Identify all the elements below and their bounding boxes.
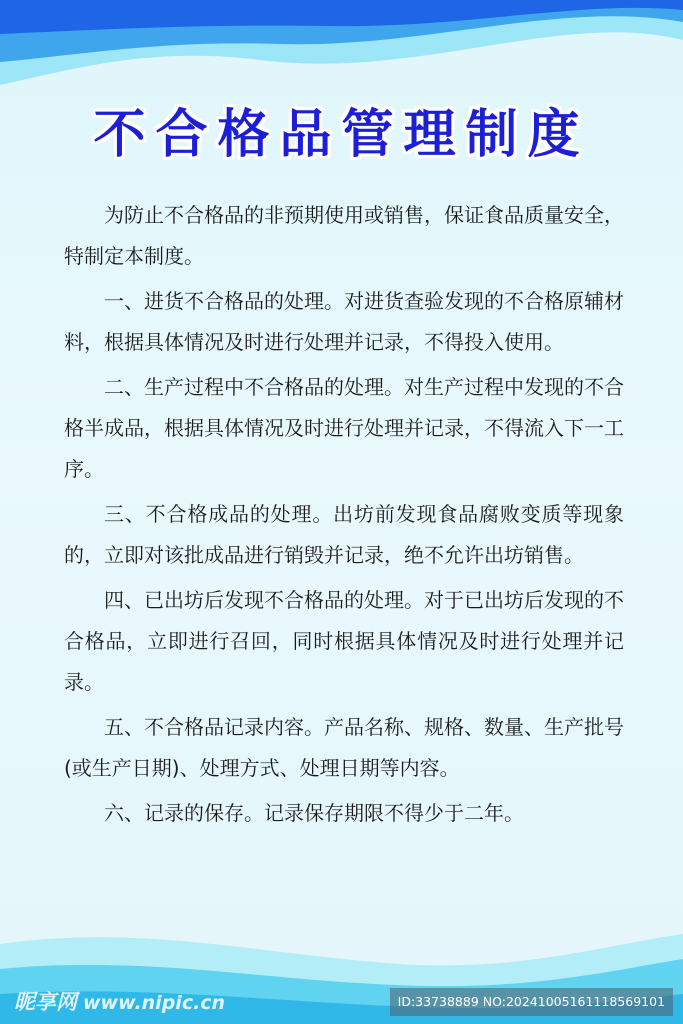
watermark-brand xyxy=(14,986,225,1016)
clause-3-paragraph: 三、不合格成品的处理。出坊前发现食品腐败变质等现象的，立即对该批成品进行销毁并记录，绝不允许出坊销售。 xyxy=(64,502,624,567)
clause-1-paragraph: 一、进货不合格品的处理。对进货查验发现的不合格原辅材料，根据具体情况及时进行处理并记录，不得投入使用。 xyxy=(64,289,624,354)
clause-6-paragraph: 六、记录的保存。记录保存期限不得少于二年。 xyxy=(104,801,524,825)
clause-2-paragraph: 二、生产过程中不合格品的处理。对生产过程中发现的不合格半成品，根据具体情况及时进行处理并记录，不得流入下一工序。 xyxy=(64,375,624,481)
image-id-strip: ID:33738889 NO:20241005161118569101 xyxy=(390,988,673,1016)
intro-paragraph: 为防止不合格品的非预期使用或销售，保证食品质量安全，特制定本制度。 xyxy=(64,203,624,268)
regulation-body xyxy=(64,195,624,838)
watermark-url: www.nipic.cn xyxy=(83,992,226,1014)
top-wave-decoration xyxy=(0,0,683,100)
clause-4-paragraph: 四、已出坊后发现不合格品的处理。对于已出坊后发现的不合格品，立即进行召回，同时根据具体情况及时进行处理并记录。 xyxy=(64,588,624,694)
page-title: 不合格品管理制度 xyxy=(93,105,590,165)
clause-5-paragraph: 五、不合格品记录内容。产品名称、规格、数量、生产批号(或生产日期)、处理方式、处理日期等内容。 xyxy=(64,715,624,780)
watermark-brand-name: 昵享网 xyxy=(14,990,77,1014)
